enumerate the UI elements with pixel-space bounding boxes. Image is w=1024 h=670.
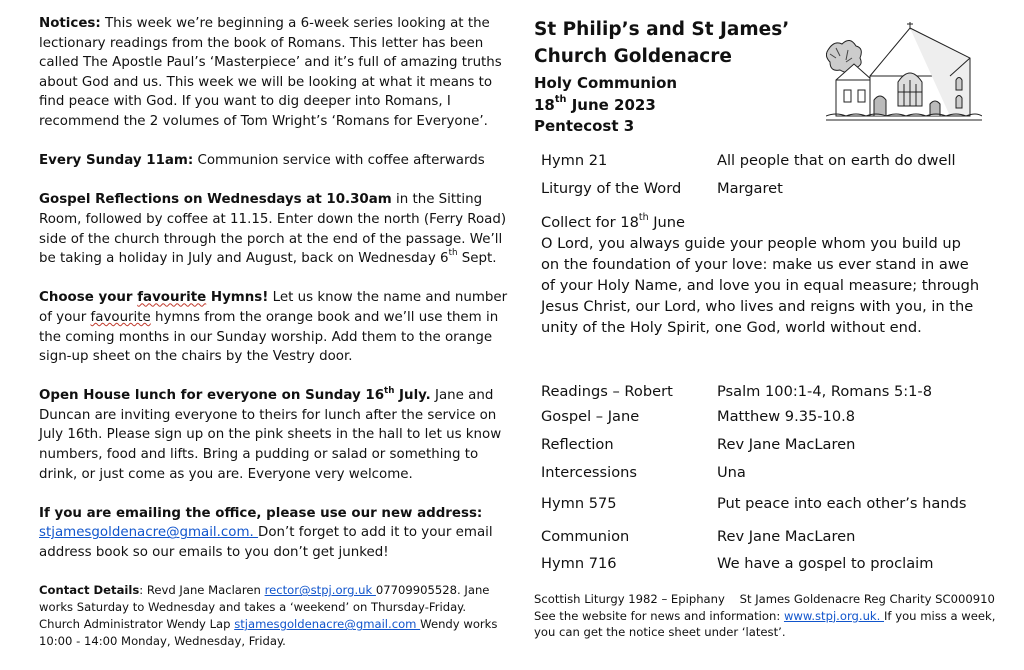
footer	[534, 591, 1004, 641]
footer-text: See the website for news and information:	[534, 608, 784, 623]
schedule-row	[541, 150, 981, 172]
schedule-detail: Margaret	[717, 180, 783, 197]
footer-liturgy: Scottish Liturgy 1982 – Epiphany	[534, 592, 725, 606]
contact-text: : Revd Jane Maclaren	[139, 583, 265, 598]
label-part: favourite	[137, 290, 207, 306]
schedule-item: Hymn 21	[541, 152, 608, 169]
footer-text: If you miss a week, you can get the notice sheet under ‘latest’.	[534, 608, 996, 639]
superscript: th	[638, 211, 649, 223]
notice-hymns	[39, 288, 509, 366]
rector-email-link[interactable]: rector@stpj.org.uk	[264, 583, 376, 598]
schedule-row	[541, 553, 981, 575]
schedule-row	[541, 526, 981, 548]
schedule-row	[541, 178, 981, 200]
notices-column	[39, 14, 509, 670]
footer-line2	[534, 608, 1004, 641]
schedule-detail: We have a gospel to proclaim	[717, 555, 934, 572]
service-name: Holy Communion	[534, 74, 678, 92]
schedule-detail: Una	[717, 464, 746, 481]
footer-charity: St James Goldenacre Reg Charity SC000910	[739, 592, 995, 606]
admin-email-link[interactable]: stjamesgoldenacre@gmail.com	[234, 617, 421, 632]
collect-heading-text: Collect for 18	[541, 214, 639, 231]
notice-label: Gospel Reflections on Wednesdays at 10.30am	[39, 192, 392, 208]
footer-line1	[534, 591, 1004, 608]
church-illustration-icon	[826, 20, 982, 122]
date-day: 18	[534, 95, 555, 114]
liturgical-week: Pentecost 3	[534, 117, 635, 135]
schedule-detail: Rev Jane MacLaren	[717, 436, 856, 453]
contact-text: 07709905528. Jane works Saturday to Wednesday and takes a ‘weekend’ on Thursday-Friday. Church Administrator Wendy Lap	[39, 583, 490, 632]
schedule-detail: Psalm 100:1-4, Romans 5:1-8	[717, 383, 932, 400]
schedule-item: Liturgy of the Word	[541, 180, 682, 197]
notice-text: Don’t forget to add it to your email address book so our emails to you don’t get junked!	[39, 525, 493, 561]
church-title-line1: St Philip’s and St James’	[534, 19, 790, 40]
superscript: th	[448, 248, 458, 259]
schedule-detail: Matthew 9.35-10.8	[717, 408, 856, 425]
schedule-item: Hymn 716	[541, 555, 617, 572]
schedule-item: Reflection	[541, 436, 614, 453]
schedule-detail: Put peace into each other’s hands	[717, 495, 967, 512]
notice-sunday	[39, 151, 509, 171]
label-part: Choose your	[39, 290, 138, 306]
contact-text: Wendy works 10:00 - 14:00 Monday, Wednesday, Friday.	[39, 617, 498, 649]
notice-text: favourite	[90, 309, 151, 325]
website-link[interactable]: www.stpj.org.uk.	[783, 608, 885, 623]
superscript: th	[384, 385, 395, 396]
label-part: Hymns!	[206, 290, 269, 306]
date-rest: June 2023	[566, 95, 656, 114]
schedule-row	[541, 493, 981, 515]
schedule-item: Hymn 575	[541, 495, 617, 512]
notice-text: Communion service with coffee afterwards	[193, 153, 485, 169]
collect-heading	[541, 212, 981, 233]
notice-label: If you are emailing the office, please use our new address:	[39, 505, 483, 521]
contact-label: Contact Details	[39, 583, 140, 598]
collect-heading-text: June	[648, 214, 686, 231]
schedule-row	[541, 406, 981, 428]
notice-label: Every Sunday 11am:	[39, 153, 194, 169]
schedule-row	[541, 462, 981, 484]
schedule-item: Intercessions	[541, 464, 637, 481]
collect-text: O Lord, you always guide your people whom you build up on the foundation of your love: make us ever stand in awe of your Holy Name, and love you in equal measure; through Jesus Christ, our Lord, who lives and reigns with you, in the unity of the Holy Spirit, one God, world without end.	[541, 235, 980, 336]
notice-romans	[39, 14, 509, 132]
notice-open-house	[39, 386, 509, 484]
notice-text: Jane and Duncan are inviting everyone to theirs for lunch after the service on July 16th. Please sign up on the pink sheets in the hall to let us know numbers, food and lifts. Bring a pudding or salad or something to drink, or just come as you are. Everyone very welcome.	[39, 388, 502, 482]
schedule-detail: Rev Jane MacLaren	[717, 528, 856, 545]
notice-label: Notices:	[39, 16, 101, 31]
label-part: Open House lunch for everyone on Sunday 16	[39, 388, 385, 404]
church-title-line2: Church Goldenacre	[534, 46, 732, 67]
label-part: July.	[394, 388, 431, 404]
notice-label	[39, 385, 431, 404]
notice-text: hymns from the orange book and we’ll use them in the coming months in our Sunday worship. Add them to the orange sign-up sheet on the chairs by the Vestry door.	[39, 309, 499, 365]
contact-details	[39, 582, 509, 650]
superscript: th	[554, 94, 567, 106]
schedule-row	[541, 434, 981, 456]
schedule-item: Readings – Robert	[541, 383, 673, 400]
notice-label	[39, 290, 268, 305]
notice-text: Sept.	[457, 251, 497, 267]
schedule-item: Communion	[541, 528, 630, 545]
notice-text: in the Sitting Room, followed by coffee at 11.15. Enter down the north (Ferry Road) side of the church through the porch at the end of the passage. We’ll be taking a holiday in July and August, back on Wednesday 6	[39, 192, 507, 267]
notice-gospel-reflections	[39, 190, 509, 268]
schedule-item: Gospel – Jane	[541, 408, 640, 425]
email-link[interactable]: stjamesgoldenacre@gmail.com.	[39, 525, 259, 541]
schedule-detail: All people that on earth do dwell	[717, 152, 956, 169]
notice-email	[39, 504, 509, 563]
schedule-row	[541, 381, 981, 403]
notice-text: Let us know the name and number of your	[39, 290, 508, 325]
collect	[541, 212, 981, 338]
notice-text: This week we’re beginning a 6-week series looking at the lectionary readings from the book of Romans. This letter has been called The Apostle Paul’s ‘Masterpiece’ and it’s full of amazing truths about God and us. This week we will be looking at what it means to find peace with God. If you want to dig deeper into Romans, I recommend the 2 volumes of Tom Wright’s ‘Romans for Everyone’.	[39, 16, 502, 129]
